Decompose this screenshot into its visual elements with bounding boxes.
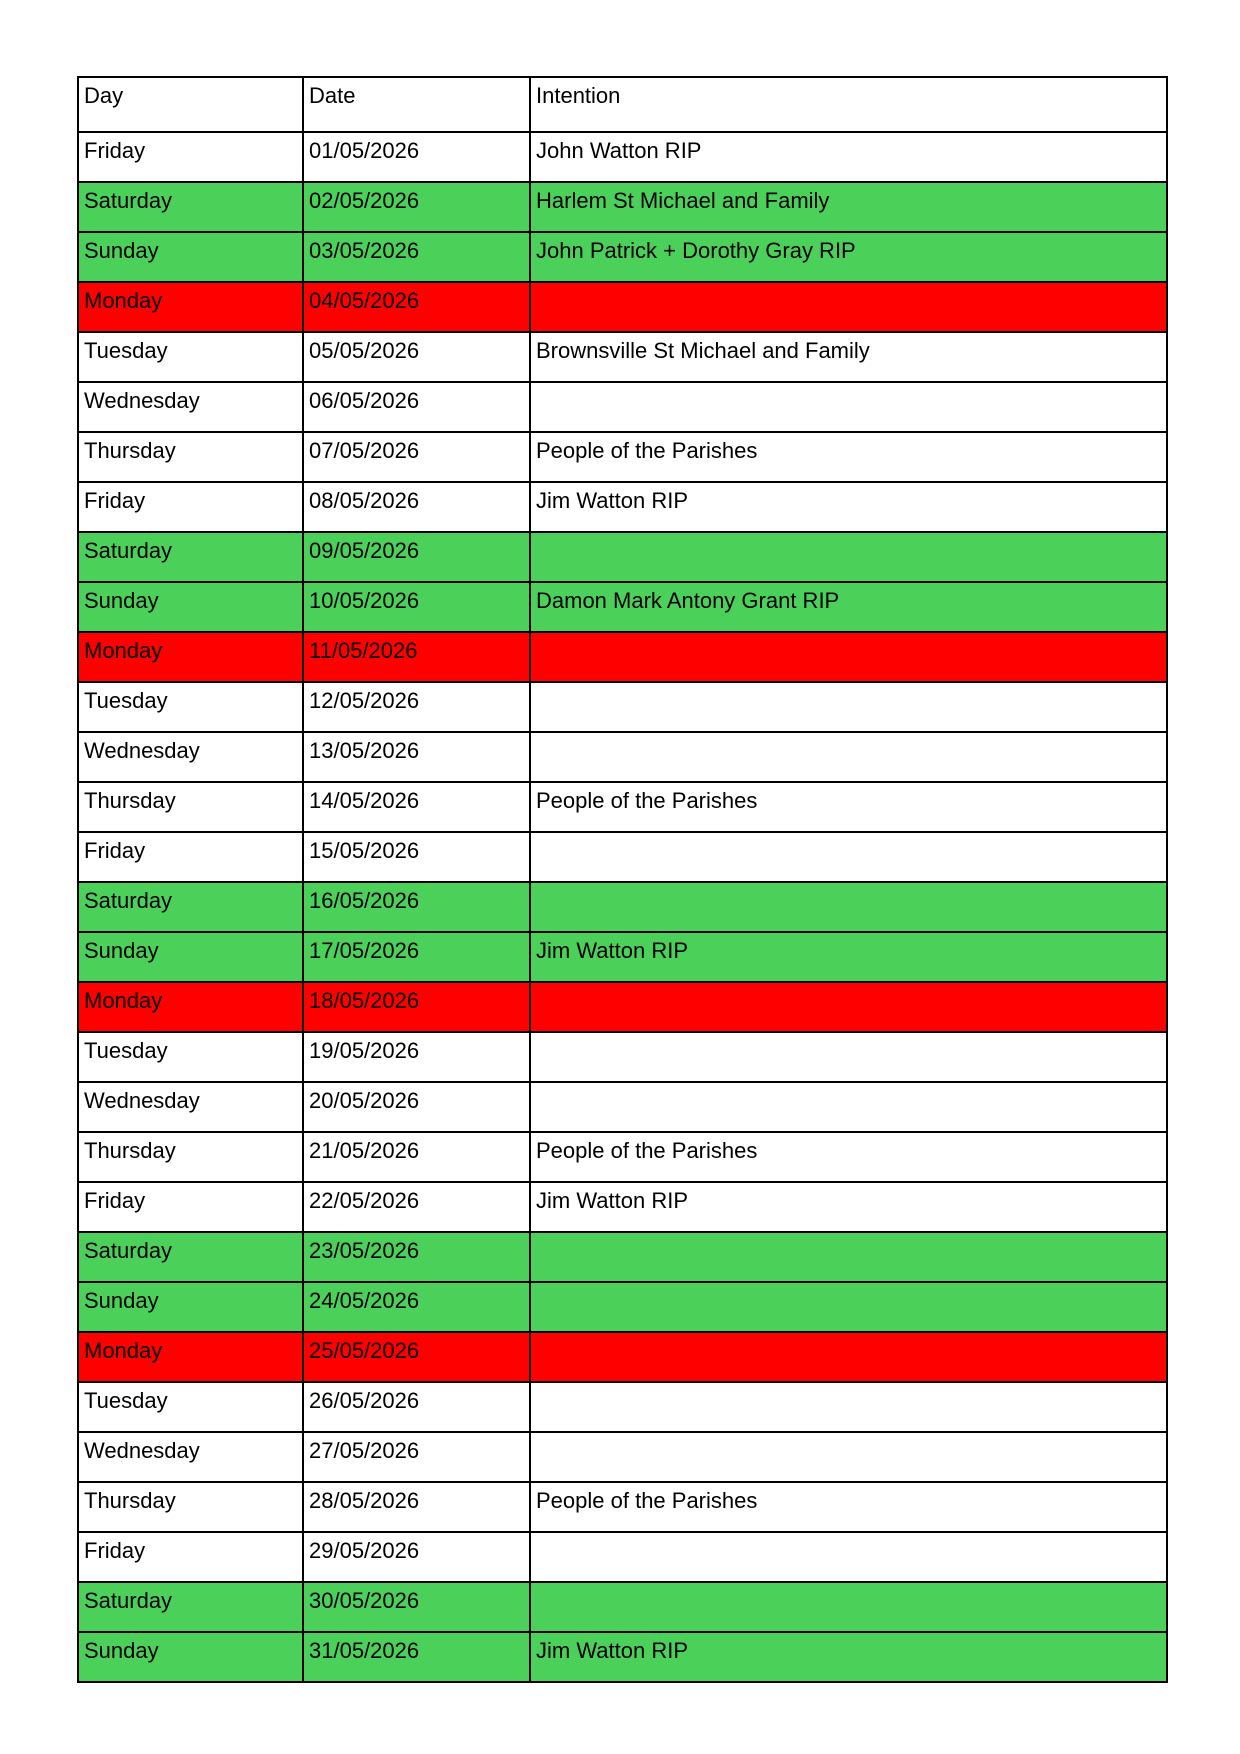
table-row bbox=[78, 1032, 1167, 1082]
date-cell: 07/05/2026 bbox=[303, 432, 530, 482]
intention-cell bbox=[530, 632, 1167, 682]
intention-cell bbox=[530, 1582, 1167, 1632]
date-cell: 01/05/2026 bbox=[303, 132, 530, 182]
table-row bbox=[78, 832, 1167, 882]
intention-cell: Jim Watton RIP bbox=[530, 932, 1167, 982]
intention-cell bbox=[530, 282, 1167, 332]
table-row bbox=[78, 582, 1167, 632]
date-cell: 19/05/2026 bbox=[303, 1032, 530, 1082]
day-cell: Monday bbox=[78, 982, 303, 1032]
day-cell: Tuesday bbox=[78, 1032, 303, 1082]
column-header-day: Day bbox=[78, 77, 303, 132]
day-cell: Saturday bbox=[78, 1232, 303, 1282]
day-cell: Friday bbox=[78, 832, 303, 882]
header-row bbox=[78, 77, 1167, 132]
table-row bbox=[78, 1332, 1167, 1382]
day-cell: Thursday bbox=[78, 432, 303, 482]
date-cell: 24/05/2026 bbox=[303, 1282, 530, 1332]
mass-intentions-table bbox=[77, 76, 1168, 1683]
intention-cell bbox=[530, 682, 1167, 732]
intention-cell: John Patrick + Dorothy Gray RIP bbox=[530, 232, 1167, 282]
day-cell: Monday bbox=[78, 632, 303, 682]
table-row bbox=[78, 332, 1167, 382]
day-cell: Sunday bbox=[78, 232, 303, 282]
table-row bbox=[78, 932, 1167, 982]
date-cell: 09/05/2026 bbox=[303, 532, 530, 582]
table-row bbox=[78, 1182, 1167, 1232]
intention-cell bbox=[530, 532, 1167, 582]
date-cell: 05/05/2026 bbox=[303, 332, 530, 382]
intention-cell bbox=[530, 832, 1167, 882]
table-body bbox=[78, 132, 1167, 1682]
day-cell: Thursday bbox=[78, 782, 303, 832]
column-header-date: Date bbox=[303, 77, 530, 132]
table-row bbox=[78, 732, 1167, 782]
intention-cell bbox=[530, 732, 1167, 782]
day-cell: Friday bbox=[78, 482, 303, 532]
date-cell: 28/05/2026 bbox=[303, 1482, 530, 1532]
intention-cell: Jim Watton RIP bbox=[530, 482, 1167, 532]
table-row bbox=[78, 982, 1167, 1032]
day-cell: Tuesday bbox=[78, 682, 303, 732]
day-cell: Tuesday bbox=[78, 332, 303, 382]
date-cell: 17/05/2026 bbox=[303, 932, 530, 982]
date-cell: 27/05/2026 bbox=[303, 1432, 530, 1482]
date-cell: 23/05/2026 bbox=[303, 1232, 530, 1282]
day-cell: Saturday bbox=[78, 882, 303, 932]
table-row bbox=[78, 1082, 1167, 1132]
column-header-intention: Intention bbox=[530, 77, 1167, 132]
table-row bbox=[78, 1282, 1167, 1332]
date-cell: 13/05/2026 bbox=[303, 732, 530, 782]
date-cell: 14/05/2026 bbox=[303, 782, 530, 832]
intention-cell: Jim Watton RIP bbox=[530, 1182, 1167, 1232]
day-cell: Sunday bbox=[78, 582, 303, 632]
table-row bbox=[78, 632, 1167, 682]
table-row bbox=[78, 432, 1167, 482]
intention-cell: People of the Parishes bbox=[530, 1482, 1167, 1532]
date-cell: 25/05/2026 bbox=[303, 1332, 530, 1382]
intention-cell bbox=[530, 1532, 1167, 1582]
intentions-table-container bbox=[77, 76, 1168, 1683]
table-row bbox=[78, 1432, 1167, 1482]
date-cell: 29/05/2026 bbox=[303, 1532, 530, 1582]
date-cell: 10/05/2026 bbox=[303, 582, 530, 632]
table-row bbox=[78, 1382, 1167, 1432]
table-row bbox=[78, 882, 1167, 932]
table-row bbox=[78, 1132, 1167, 1182]
intention-cell: Brownsville St Michael and Family bbox=[530, 332, 1167, 382]
table-row bbox=[78, 782, 1167, 832]
intention-cell bbox=[530, 382, 1167, 432]
day-cell: Monday bbox=[78, 282, 303, 332]
day-cell: Monday bbox=[78, 1332, 303, 1382]
date-cell: 12/05/2026 bbox=[303, 682, 530, 732]
day-cell: Saturday bbox=[78, 182, 303, 232]
intention-cell bbox=[530, 1032, 1167, 1082]
day-cell: Tuesday bbox=[78, 1382, 303, 1432]
date-cell: 06/05/2026 bbox=[303, 382, 530, 432]
date-cell: 02/05/2026 bbox=[303, 182, 530, 232]
date-cell: 15/05/2026 bbox=[303, 832, 530, 882]
table-row bbox=[78, 182, 1167, 232]
intention-cell bbox=[530, 982, 1167, 1032]
day-cell: Wednesday bbox=[78, 1082, 303, 1132]
intention-cell: People of the Parishes bbox=[530, 432, 1167, 482]
day-cell: Wednesday bbox=[78, 382, 303, 432]
intention-cell bbox=[530, 1082, 1167, 1132]
intention-cell bbox=[530, 882, 1167, 932]
intention-cell bbox=[530, 1432, 1167, 1482]
day-cell: Thursday bbox=[78, 1482, 303, 1532]
date-cell: 20/05/2026 bbox=[303, 1082, 530, 1132]
intention-cell: Damon Mark Antony Grant RIP bbox=[530, 582, 1167, 632]
day-cell: Wednesday bbox=[78, 732, 303, 782]
day-cell: Saturday bbox=[78, 532, 303, 582]
intention-cell: Jim Watton RIP bbox=[530, 1632, 1167, 1682]
table-row bbox=[78, 282, 1167, 332]
intention-cell: People of the Parishes bbox=[530, 1132, 1167, 1182]
table-row bbox=[78, 132, 1167, 182]
table-row bbox=[78, 1582, 1167, 1632]
intention-cell bbox=[530, 1332, 1167, 1382]
date-cell: 18/05/2026 bbox=[303, 982, 530, 1032]
day-cell: Thursday bbox=[78, 1132, 303, 1182]
date-cell: 22/05/2026 bbox=[303, 1182, 530, 1232]
intention-cell: Harlem St Michael and Family bbox=[530, 182, 1167, 232]
date-cell: 30/05/2026 bbox=[303, 1582, 530, 1632]
day-cell: Friday bbox=[78, 132, 303, 182]
day-cell: Sunday bbox=[78, 1632, 303, 1682]
table-row bbox=[78, 482, 1167, 532]
date-cell: 11/05/2026 bbox=[303, 632, 530, 682]
date-cell: 03/05/2026 bbox=[303, 232, 530, 282]
date-cell: 31/05/2026 bbox=[303, 1632, 530, 1682]
day-cell: Sunday bbox=[78, 1282, 303, 1332]
date-cell: 16/05/2026 bbox=[303, 882, 530, 932]
day-cell: Saturday bbox=[78, 1582, 303, 1632]
day-cell: Friday bbox=[78, 1532, 303, 1582]
table-row bbox=[78, 1482, 1167, 1532]
intention-cell bbox=[530, 1232, 1167, 1282]
table-row bbox=[78, 1232, 1167, 1282]
intention-cell: John Watton RIP bbox=[530, 132, 1167, 182]
table-row bbox=[78, 682, 1167, 732]
table-row bbox=[78, 382, 1167, 432]
date-cell: 26/05/2026 bbox=[303, 1382, 530, 1432]
date-cell: 08/05/2026 bbox=[303, 482, 530, 532]
date-cell: 04/05/2026 bbox=[303, 282, 530, 332]
day-cell: Friday bbox=[78, 1182, 303, 1232]
table-row bbox=[78, 532, 1167, 582]
intention-cell: People of the Parishes bbox=[530, 782, 1167, 832]
day-cell: Wednesday bbox=[78, 1432, 303, 1482]
table-row bbox=[78, 1632, 1167, 1682]
day-cell: Sunday bbox=[78, 932, 303, 982]
table-row bbox=[78, 232, 1167, 282]
intention-cell bbox=[530, 1282, 1167, 1332]
table-row bbox=[78, 1532, 1167, 1582]
intention-cell bbox=[530, 1382, 1167, 1432]
date-cell: 21/05/2026 bbox=[303, 1132, 530, 1182]
